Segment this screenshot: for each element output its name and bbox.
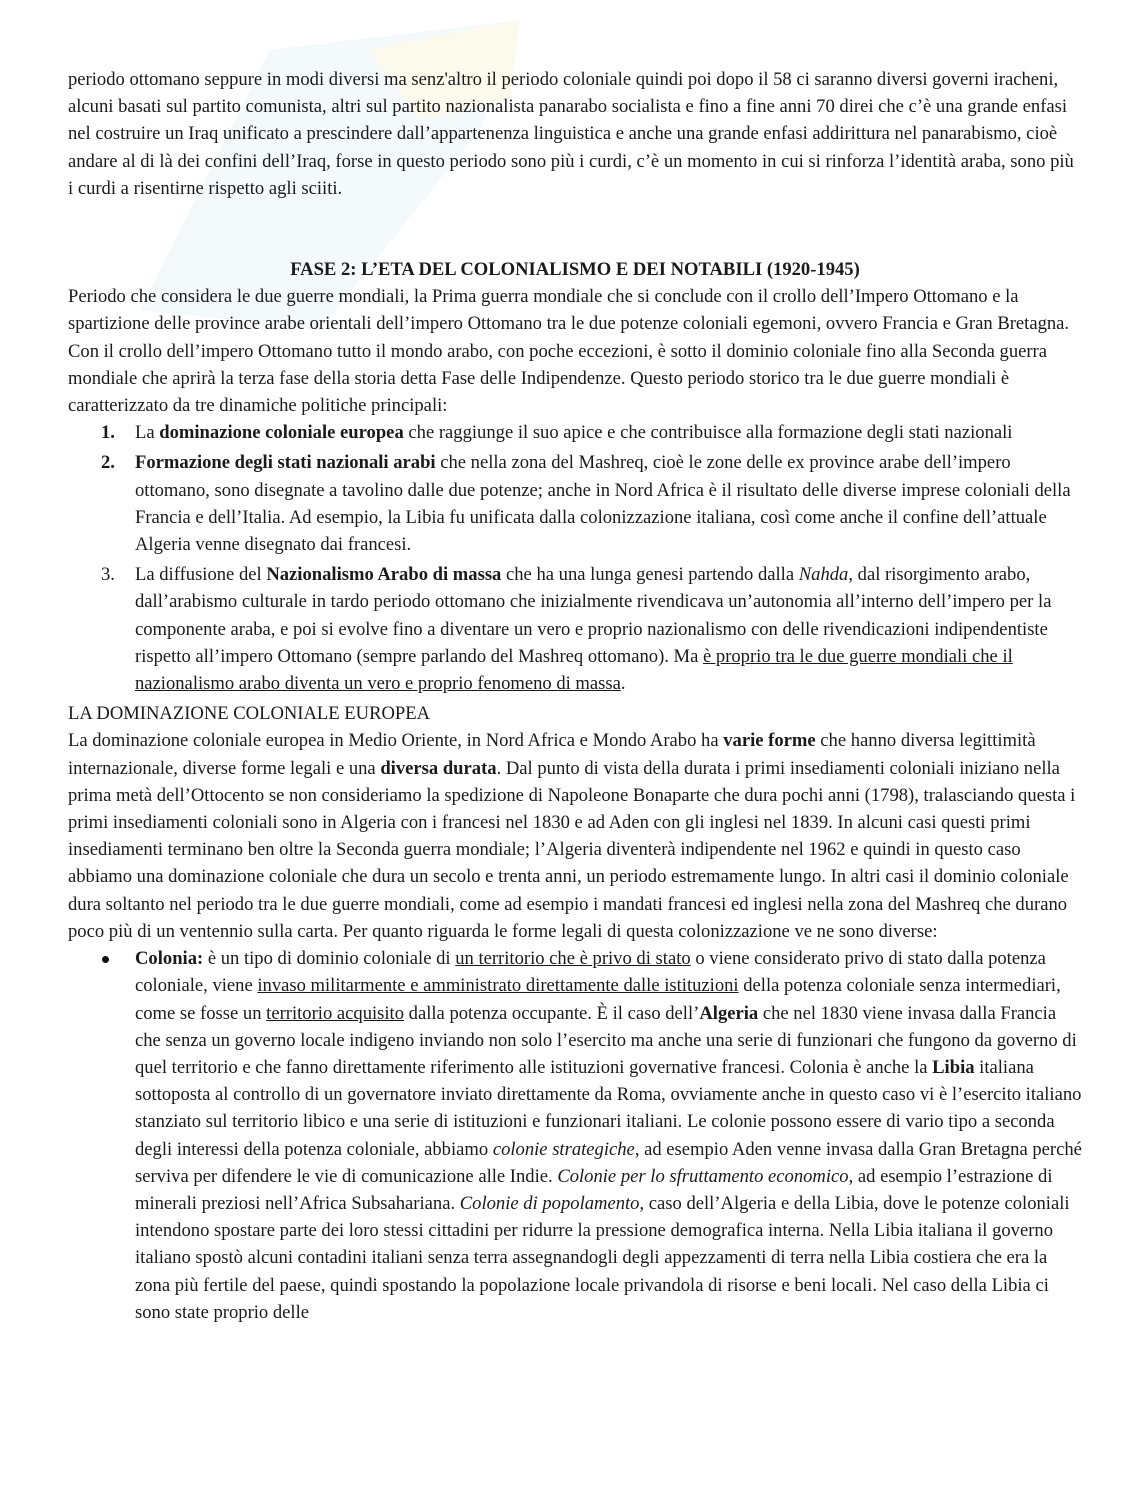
section-paragraph: La dominazione coloniale europea in Medio Oriente, in Nord Africa e Mondo Arabo ha varie forme che hanno diversa legittimità internazionale, diverse forme legali e una diversa durata. Dal punto di vista della durata i primi insediamenti coloniali iniziano nella prima metà dell’Ottocento se non consideriamo la spedizione di Napoleone Bonaparte che dura pochi anni (1798), tralasciando questa i primi insediamenti coloniali sono in Algeria con i francesi nel 1830 e ad Aden con gli inglesi nel 1839. In alcuni casi questi primi insediamenti terminano ben oltre la Seconda guerra mondiale; l’Algeria diventerà indipendente nel 1962 e quindi in questo caso abbiamo una dominazione coloniale che dura un secolo e trenta anni, un periodo estremamente lungo. In altri casi il dominio coloniale dura soltanto nel periodo tra le due guerre mondiali, come ad esempio i mandati francesi ed inglesi nella zona del Mashreq che durano poco più di un ventennio sulla carta. Per quanto riguarda le forme legali di questa colonizzazione ve ne sono diverse: [68, 730, 1076, 942]
list-item: 3. La diffusione del Nazionalismo Arabo di massa che ha una lunga genesi partendo dalla Nahda, dal risorgimento arabo, dall’arabismo culturale in tardo periodo ottomano che inizialmente rivendicava un’autonomia all’interno dell’impero per la componente araba, e poi si evolve fino a diventare un vero e proprio nazionalismo con delle rivendicazioni indipendentiste rispetto all’impero Ottomano (sempre parlando del Mashreq ottomano). Ma è proprio tra le due guerre mondiali che il nazionalismo arabo diventa un vero e proprio fenomeno di massa. [68, 561, 1082, 697]
phase-paragraph: Periodo che considera le due guerre mondiali, la Prima guerra mondiale che si conclude con il crollo dell’Impero Ottomano e la spartizione delle province arabe orientali dell’impero Ottomano tra le due potenze coloniali egemoni, ovvero Francia e Gran Bretagna. Con il crollo dell’impero Ottomano tutto il mondo arabo, con poche eccezioni, è sotto il dominio coloniale fino alla Seconda guerra mondiale che aprirà la terza fase della storia detta Fase delle Indipendenze. Questo periodo storico tra le due guerre mondiali è caratterizzato da tre dinamiche politiche principali: [68, 286, 1070, 417]
forms-list [68, 945, 1082, 1326]
phase-title: FASE 2: L’ETA DEL COLONIALISMO E DEI NOTABILI (1920-1945) [290, 259, 860, 281]
intro-paragraph: periodo ottomano seppure in modi diversi ma senz'altro il periodo coloniale quindi poi dopo il 58 ci saranno diversi governi iracheni, alcuni basati sul partito comunista, altri sul partito nazionalista panarabo socialista e fino a fine anni 70 direi che c’è una grande enfasi nel costruire un Iraq unificato a prescindere dall’appartenenza linguistica e anche una grande enfasi addirittura nel panarabismo, cioè andare al di là dei confini dell’Iraq, forse in questo periodo sono più i curdi, c’è un momento in cui si rinforza l’identità araba, sono più i curdi a risentirne rispetto agli sciiti. [68, 69, 1074, 199]
bullet-icon [102, 956, 109, 963]
dynamics-list [68, 419, 1082, 697]
list-item: 2. Formazione degli stati nazionali arabi che nella zona del Mashreq, cioè le zone delle ex province arabe dell’impero ottomano, sono disegnate a tavolino dalle due potenze; anche in Nord Africa è il risultato delle diverse imprese coloniali della Francia e dell’Italia. Ad esempio, la Libia fu unificata dalla colonizzazione italiana, così come anche il confine dell’attuale Algeria venne disegnato dai francesi. [68, 449, 1082, 558]
list-number: 2. [101, 452, 115, 474]
list-number: 3. [101, 564, 115, 586]
list-number: 1. [101, 422, 115, 444]
list-item: Colonia: è un tipo di dominio coloniale di un territorio che è privo di stato o viene considerato privo di stato dalla potenza coloniale, viene invaso militarmente e amministrato direttamente dalle istituzioni della potenza coloniale senza intermediari, come se fosse un territorio acquisito dalla potenza occupante. È il caso dell’Algeria che nel 1830 viene invasa dalla Francia che senza un governo locale indigeno inviando non solo l’esercito ma anche una serie di funzionari che fungono da governo di quel territorio e che fanno direttamente riferimento alle istituzioni governative francesi. Colonia è anche la Libia italiana sottoposta al controllo di un governatore inviato direttamente da Roma, ovviamente anche in questo caso vi è l’esercito italiano stanziato sul territorio libico e una serie di istituzioni e funzionari italiani. Le colonie possono essere di vario tipo a seconda degli interessi della potenza coloniale, abbiamo colonie strategiche, ad esempio Aden venne invasa dalla Gran Bretagna perché serviva per difendere le vie di comunicazione alle Indie. Colonie per lo sfruttamento economico, ad esempio l’estrazione di minerali preziosi nell’Africa Subsahariana. Colonie di popolamento, caso dell’Algeria e della Libia, dove le potenze coloniali intendono spostare parte dei loro stessi cittadini per ridurre la pressione demografica interna. Nella Libia italiana il governo italiano spostò alcuni contadini italiani senza terra assegnandogli degli appezzamenti di terra nella Libia costiera che era la zona più fertile del paese, quindi spostando la popolazione locale privandola di risorse e beni locali. Nel caso della Libia ci sono state proprio delle [68, 945, 1082, 1326]
document-page [68, 66, 1082, 1329]
section-heading: LA DOMINAZIONE COLONIALE EUROPEA [68, 703, 431, 725]
list-item: 1. La dominazione coloniale europea che raggiunge il suo apice e che contribuisce alla formazione degli stati nazionali [68, 419, 1082, 446]
